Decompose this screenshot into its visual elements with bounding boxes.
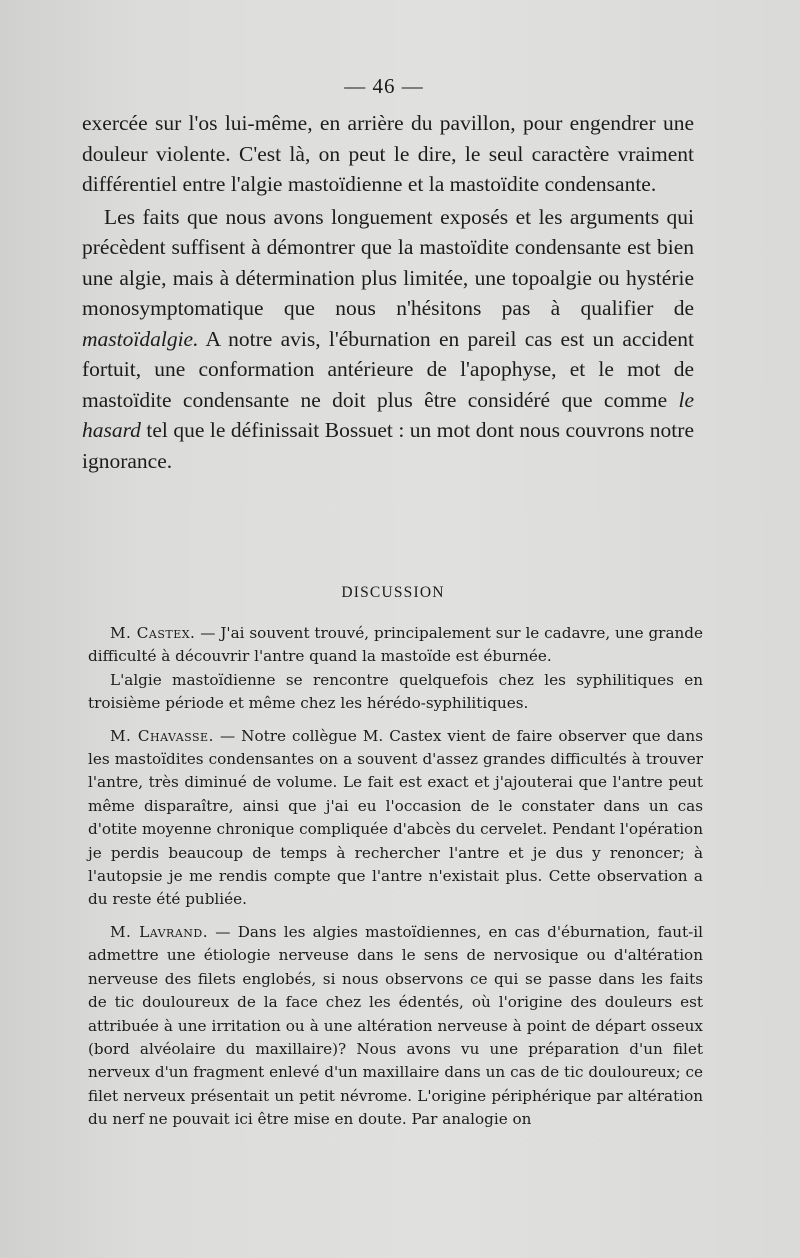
paragraph-2 <box>82 202 694 477</box>
discussion-section <box>88 622 703 1132</box>
speaker-chavasse: M. Chavasse. <box>110 726 214 745</box>
paragraph-1: exercée sur l'os lui-même, en arrière du pavillon, pour engendrer une douleur violente. C'est là, on peut le dire, le seul caractère vraiment différentiel entre l'algie mastoïdienne et la mastoïdite condensante. <box>82 111 694 196</box>
page-number: — 46 — <box>344 74 424 98</box>
paragraph-2-part-2: A notre avis, l'éburnation en pareil cas est un accident fortuit, une conformation antérieure de l'apophyse, et le mot de mastoïdite condensante ne doit plus être considéré que comme <box>82 326 694 412</box>
paragraph-2-part-3: tel que le définissait Bossuet : un mot dont nous couvrons notre ignorance. <box>82 418 694 473</box>
chavasse-text: — Notre collègue M. Castex vient de faire observer que dans les mastoïdites condensantes on a souvent d'assez grandes difficultés à trouver l'antre, très diminué de volume. Le fait est exact et j'ajouterai que l'antre peut même disparaître, ainsi que j'ai eu l'occasion de le constater dans un cas d'otite moyenne chronique compliquée d'abcès du cervelet. Pendant l'opération je perdis beaucoup de temps à rechercher l'antre et je dus y renoncer; à l'autopsie je me rendis compte que l'antre n'existait plus. Cette observation a du reste été publiée. <box>88 726 703 909</box>
paragraph-2-part-1: Les faits que nous avons longuement exposés et les arguments qui précèdent suffisent à démontrer que la mastoïdite condensante est bien une algie, mais à détermination plus limitée, une topoalgie ou hystérie monosymptomatique que nous n'hésitons pas à qualifier de <box>82 204 694 320</box>
lavrand-remark <box>88 921 703 1132</box>
castex-remark-2: L'algie mastoïdienne se rencontre quelquefois chez les syphilitiques en troisième période et même chez les hérédo-syphilitiques. <box>88 670 703 713</box>
castex-text-1: — J'ai souvent trouvé, principalement sur le cadavre, une grande difficulté à découvrir l'antre quand la mastoïde est éburnée. <box>88 624 703 666</box>
chavasse-remark <box>88 725 703 912</box>
speaker-castex: M. Castex. <box>110 624 196 642</box>
italic-term-le-hasard: le hasard <box>82 387 694 442</box>
discussion-heading: DISCUSSION <box>341 584 445 601</box>
castex-remark <box>88 622 703 669</box>
italic-term-mastoidalgie: mastoïdalgie. <box>82 326 199 351</box>
speaker-lavrand: M. Lavrand. <box>110 922 209 941</box>
lavrand-text: — Dans les algies mastoïdiennes, en cas d'éburnation, faut-il admettre une étiologie nerveuse dans le sens de nervosique ou d'altération nerveuse des filets englobés, si nous observons ce qui se passe dans les faits de tic douloureux de la face chez les édentés, où l'origine des douleurs est attribuée à une irritation ou à une altération nerveuse à point de départ osseux (bord alvéolaire du maxillaire)? Nous avons vu une préparation d'un filet nerveux d'un fragment enlevé d'un maxillaire dans un cas de tic douloureux; ce filet nerveux présentait un petit névrome. L'origine périphérique par altération du nerf ne pouvait ici être mise en doute. Par analogie on <box>88 922 703 1129</box>
main-body-text <box>82 108 694 476</box>
